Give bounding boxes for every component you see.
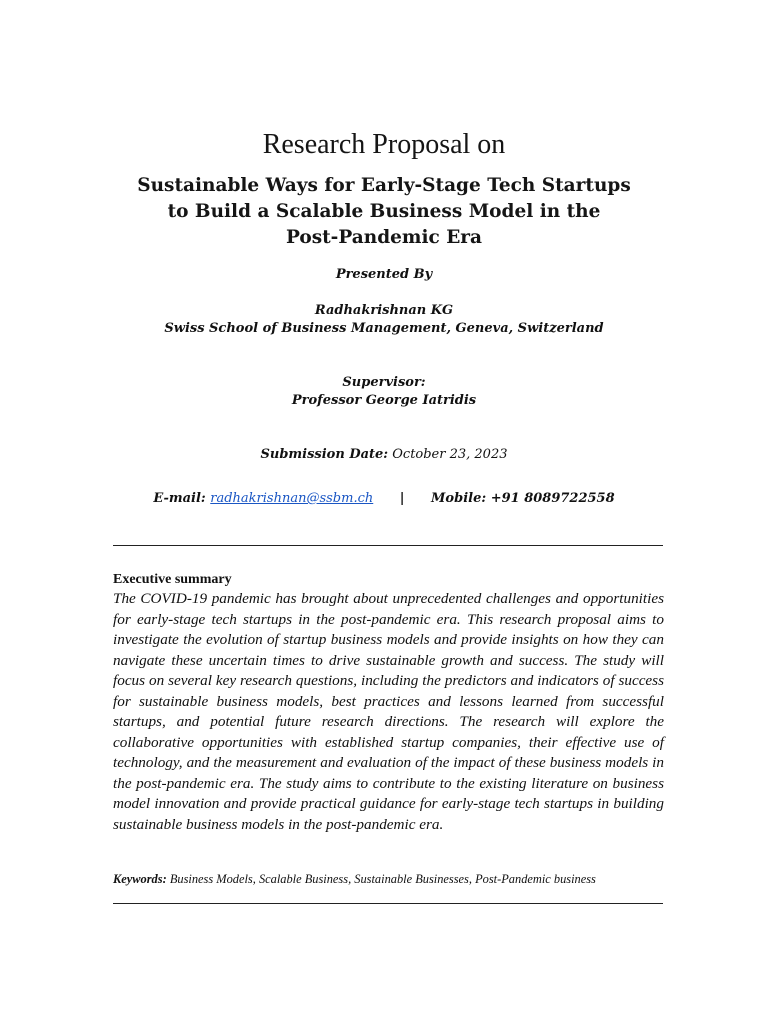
supervisor-label: Supervisor: [342, 375, 426, 390]
submission-date-line [0, 446, 768, 464]
divider-top [113, 545, 663, 546]
submission-date-label: Submission Date: [260, 447, 389, 462]
subtitle-line-2: to Build a Scalable Business Model in the [167, 201, 601, 222]
document-title: Research Proposal on [262, 129, 506, 160]
keywords-text: Business Models, Scalable Business, Sustainable Businesses, Post-Pandemic business [169, 872, 596, 886]
submission-date-value: October 23, 2023 [392, 447, 508, 462]
subtitle-line-3: Post-Pandemic Era [285, 227, 483, 248]
keywords-label: Keywords: [113, 872, 167, 886]
author-affiliation: Swiss School of Business Management, Geneva, Switzerland [164, 321, 604, 336]
contact-line [0, 490, 768, 508]
email-label: E-mail: [153, 491, 206, 506]
author-name: Radhakrishnan KG [314, 303, 454, 318]
subtitle-line-1: Sustainable Ways for Early-Stage Tech Startups [137, 175, 631, 196]
executive-summary-heading: Executive summary [113, 572, 232, 587]
document-subtitle [0, 173, 768, 251]
supervisor-name: Professor George Iatridis [291, 393, 477, 408]
mobile-number: +91 8089722558 [490, 491, 615, 506]
keywords-line [113, 871, 673, 887]
contact-separator: | [399, 491, 405, 506]
mobile-label: Mobile: [431, 491, 487, 506]
executive-summary-body: The COVID-19 pandemic has brought about unprecedented challenges and opportunities for early-stage tech startups in the post-pandemic era. This research proposal aims to investigate the evolution of startup business models and provide insights on how they can navigate these uncertain times to drive sustainable growth and success. The study will focus on several key research questions, including the predictors and indicators of success for sustainable business models, best practices and lessons learned from successful startups, and potential future research directions. The research will explore the collaborative opportunities with established startup companies, their effective use of technology, and the measurement and evaluation of the impact of these business models in the post-pandemic era. The study aims to contribute to the existing literature on business model innovation and provide practical guidance for early-stage tech startups in building sustainable business models in the post-pandemic era. [113, 590, 664, 833]
email-link[interactable]: radhakrishnan@ssbm.ch [210, 491, 374, 506]
presented-by-label: Presented By [335, 267, 433, 282]
divider-bottom [113, 903, 663, 904]
